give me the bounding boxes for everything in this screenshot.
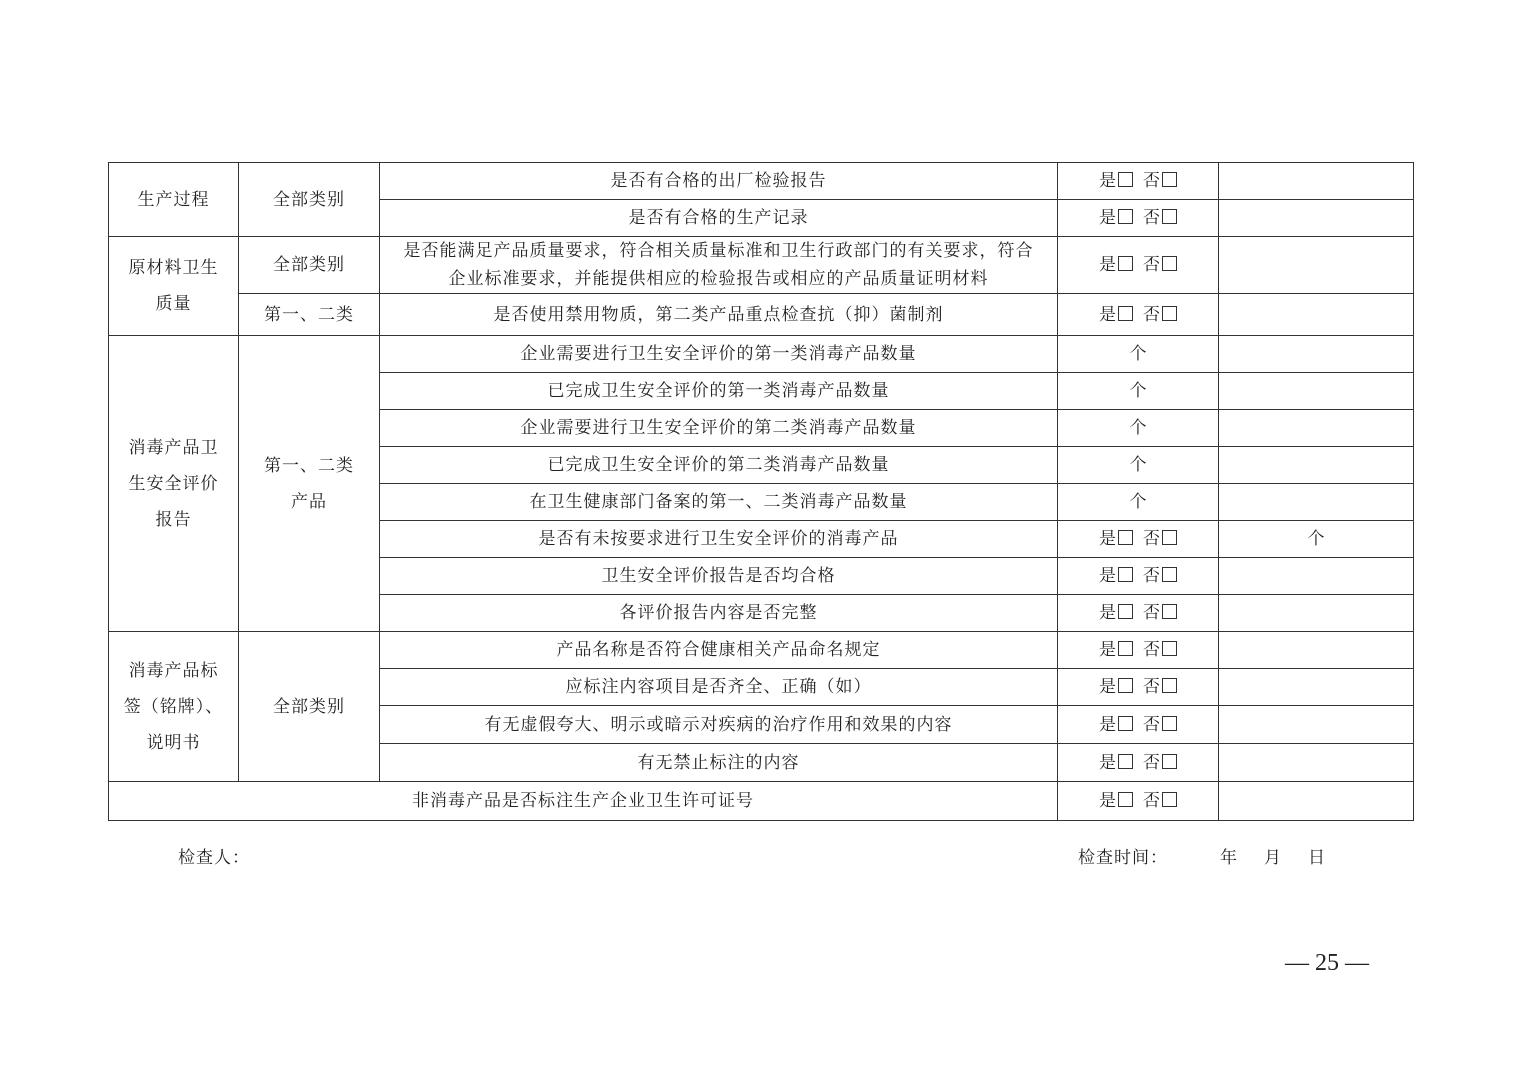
remark-cell[interactable] — [1219, 558, 1414, 595]
count-input[interactable]: 个 — [1058, 373, 1219, 410]
remark-cell[interactable] — [1219, 669, 1414, 706]
category-raw-material: 原材料卫生 质量 — [109, 237, 239, 336]
yes-checkbox[interactable] — [1118, 209, 1133, 224]
yes-checkbox[interactable] — [1118, 754, 1133, 769]
item-safety-eval-8: 各评价报告内容是否完整 — [380, 595, 1058, 632]
no-checkbox[interactable] — [1162, 678, 1177, 693]
no-checkbox[interactable] — [1162, 792, 1177, 807]
item-raw-material-1: 是否能满足产品质量要求，符合相关质量标准和卫生行政部门的有关要求，符合 企业标准要求，并能提供相应的检验报告或相应的产品质量证明材料 — [380, 237, 1058, 294]
remark-cell[interactable] — [1219, 706, 1414, 744]
yes-no-checkbox-group[interactable]: 是 否 — [1058, 706, 1219, 744]
scope-safety-eval: 第一、二类 产品 — [239, 336, 380, 632]
yes-no-checkbox-group[interactable]: 是 否 — [1058, 558, 1219, 595]
yes-checkbox[interactable] — [1118, 678, 1133, 693]
remark-cell[interactable] — [1219, 595, 1414, 632]
item-label-2: 应标注内容项目是否齐全、正确（如） — [380, 669, 1058, 706]
remark-cell[interactable] — [1219, 447, 1414, 484]
yes-checkbox[interactable] — [1118, 256, 1133, 271]
yes-no-checkbox-group[interactable]: 是 否 — [1058, 744, 1219, 782]
no-checkbox[interactable] — [1162, 604, 1177, 619]
yes-no-checkbox-group[interactable]: 是 否 — [1058, 200, 1219, 237]
remark-cell[interactable] — [1219, 294, 1414, 336]
item-production-2: 是否有合格的生产记录 — [380, 200, 1058, 237]
item-label-4: 有无禁止标注的内容 — [380, 744, 1058, 782]
scope-raw-material-class: 第一、二类 — [239, 294, 380, 336]
remark-cell[interactable] — [1219, 237, 1414, 294]
item-safety-eval-2: 已完成卫生安全评价的第一类消毒产品数量 — [380, 373, 1058, 410]
no-checkbox[interactable] — [1162, 256, 1177, 271]
item-safety-eval-4: 已完成卫生安全评价的第二类消毒产品数量 — [380, 447, 1058, 484]
item-production-1: 是否有合格的出厂检验报告 — [380, 163, 1058, 200]
no-checkbox[interactable] — [1162, 641, 1177, 656]
year-label: 年 — [1220, 848, 1238, 868]
page-number: — 25 — — [1285, 950, 1369, 976]
inspector-label: 检查人： — [178, 848, 250, 868]
yes-no-checkbox-group[interactable]: 是 否 — [1058, 632, 1219, 669]
remark-cell[interactable] — [1219, 744, 1414, 782]
item-label-3: 有无虚假夸大、明示或暗示对疾病的治疗作用和效果的内容 — [380, 706, 1058, 744]
no-checkbox[interactable] — [1162, 209, 1177, 224]
scope-raw-material-all: 全部类别 — [239, 237, 380, 294]
yes-no-checkbox-group[interactable]: 是 否 — [1058, 294, 1219, 336]
no-checkbox[interactable] — [1162, 716, 1177, 731]
count-input[interactable]: 个 — [1058, 410, 1219, 447]
remark-cell[interactable] — [1219, 410, 1414, 447]
item-safety-eval-3: 企业需要进行卫生安全评价的第二类消毒产品数量 — [380, 410, 1058, 447]
yes-checkbox[interactable] — [1118, 641, 1133, 656]
remark-cell[interactable] — [1219, 200, 1414, 237]
yes-checkbox[interactable] — [1118, 172, 1133, 187]
yes-checkbox[interactable] — [1118, 604, 1133, 619]
category-safety-eval: 消毒产品卫 生安全评价 报告 — [109, 336, 239, 632]
item-safety-eval-1: 企业需要进行卫生安全评价的第一类消毒产品数量 — [380, 336, 1058, 373]
yes-no-checkbox-group[interactable]: 是 否 — [1058, 521, 1219, 558]
item-non-disinfect: 非消毒产品是否标注生产企业卫生许可证号 — [109, 782, 1058, 821]
yes-checkbox[interactable] — [1118, 306, 1133, 321]
remark-cell[interactable] — [1219, 484, 1414, 521]
count-input[interactable]: 个 — [1058, 447, 1219, 484]
remark-cell[interactable] — [1219, 373, 1414, 410]
item-safety-eval-5: 在卫生健康部门备案的第一、二类消毒产品数量 — [380, 484, 1058, 521]
item-safety-eval-6: 是否有未按要求进行卫生安全评价的消毒产品 — [380, 521, 1058, 558]
yes-no-checkbox-group[interactable]: 是 否 — [1058, 237, 1219, 294]
no-checkbox[interactable] — [1162, 567, 1177, 582]
item-raw-material-2: 是否使用禁用物质，第二类产品重点检查抗（抑）菌制剂 — [380, 294, 1058, 336]
inspection-date — [1078, 843, 1326, 868]
month-label: 月 — [1264, 848, 1282, 868]
scope-production: 全部类别 — [239, 163, 380, 237]
yes-no-checkbox-group[interactable]: 是 否 — [1058, 782, 1219, 821]
yes-no-checkbox-group[interactable]: 是 否 — [1058, 595, 1219, 632]
category-production: 生产过程 — [109, 163, 239, 237]
day-label: 日 — [1308, 848, 1326, 868]
yes-no-checkbox-group[interactable]: 是 否 — [1058, 669, 1219, 706]
yes-checkbox[interactable] — [1118, 792, 1133, 807]
scope-label: 全部类别 — [239, 632, 380, 782]
inspection-time-label: 检查时间： — [1078, 848, 1168, 868]
remark-cell[interactable] — [1219, 336, 1414, 373]
yes-checkbox[interactable] — [1118, 530, 1133, 545]
count-input[interactable]: 个 — [1219, 521, 1414, 558]
remark-cell[interactable] — [1219, 782, 1414, 821]
no-checkbox[interactable] — [1162, 306, 1177, 321]
item-safety-eval-7: 卫生安全评价报告是否均合格 — [380, 558, 1058, 595]
count-input[interactable]: 个 — [1058, 336, 1219, 373]
no-checkbox[interactable] — [1162, 754, 1177, 769]
category-label: 消毒产品标 签（铭牌）、 说明书 — [109, 632, 239, 782]
no-checkbox[interactable] — [1162, 530, 1177, 545]
yes-checkbox[interactable] — [1118, 567, 1133, 582]
remark-cell[interactable] — [1219, 632, 1414, 669]
item-label-1: 产品名称是否符合健康相关产品命名规定 — [380, 632, 1058, 669]
remark-cell[interactable] — [1219, 163, 1414, 200]
inspection-table — [108, 162, 1414, 821]
yes-checkbox[interactable] — [1118, 716, 1133, 731]
count-input[interactable]: 个 — [1058, 484, 1219, 521]
no-checkbox[interactable] — [1162, 172, 1177, 187]
yes-no-checkbox-group[interactable]: 是 否 — [1058, 163, 1219, 200]
